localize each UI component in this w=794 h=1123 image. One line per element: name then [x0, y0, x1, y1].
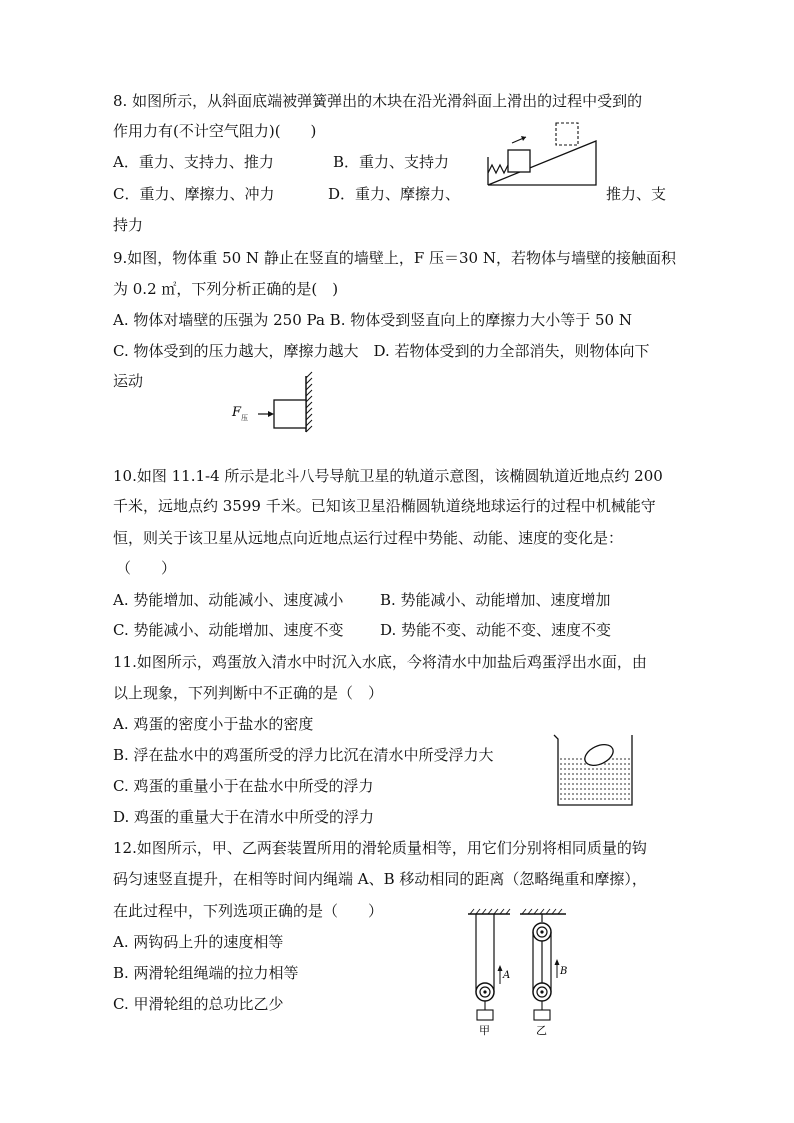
q8-option-c: C．重力、摩擦力、冲力 — [113, 185, 275, 203]
q8-option-a: A．重力、支持力、推力 — [113, 153, 274, 171]
q12-option-c: C. 甲滑轮组的总功比乙少 — [113, 995, 284, 1013]
force-label: F — [232, 405, 242, 420]
q12-line3: 在此过程中，下列选项正确的是（ ） — [113, 902, 384, 920]
q10-option-c: C. 势能减小、动能增加、速度不变 — [113, 621, 344, 639]
q8-line2: 作用力有(不计空气阻力)( ) — [113, 122, 317, 140]
q11-option-a: A. 鸡蛋的密度小于盐水的密度 — [113, 715, 314, 733]
q11-option-d: D. 鸡蛋的重量大于在清水中所受的浮力 — [113, 808, 375, 826]
q10-line3: 恒，则关于该卫星从远地点向近地点运行过程中势能、动能、速度的变化是： — [113, 529, 624, 547]
q9-line2: 为 0.2 ㎡，下列分析正确的是( ) — [113, 280, 339, 298]
q11-option-b: B. 浮在盐水中的鸡蛋所受的浮力比沉在清水中所受浮力大 — [113, 746, 494, 764]
wall-block-figure — [228, 374, 320, 434]
pulley-figure — [460, 908, 600, 1038]
incline-spring-figure — [484, 117, 600, 189]
q8-option-d-end: 持力 — [113, 216, 144, 234]
q10-line2: 千米，远地点约 3599 千米。已知该卫星沿椭圆轨道绕地球运行的过程中机械能守 — [113, 497, 656, 515]
egg — [582, 741, 617, 770]
q8-option-b: B．重力、支持力 — [333, 153, 450, 171]
q11-line1: 11.如图所示，鸡蛋放入清水中时沉入水底，今将清水中加盐后鸡蛋浮出水面，由 — [113, 653, 647, 671]
q11-line2: 以上现象，下列判断中不正确的是（ ） — [113, 684, 384, 702]
q9-line3: A. 物体对墙壁的压强为 250 Pa B. 物体受到竖直向上的摩擦力大小等于 50 N — [113, 311, 632, 329]
q10-line1: 10.如图 11.1-4 所示是北斗八号导航卫星的轨道示意图，该椭圆轨道近地点约 200 — [113, 467, 663, 485]
rope-end-b-label: B — [560, 966, 568, 977]
q8-line1: 8. 如图所示，从斜面底端被弹簧弹出的木块在沿光滑斜面上滑出的过程中受到的 — [113, 92, 643, 110]
q10-option-a: A. 势能增加、动能减小、速度减小 — [113, 591, 344, 609]
force-label-sub: 压 — [241, 414, 248, 422]
rope-end-a-label: A — [503, 970, 511, 981]
q12-line2: 码匀速竖直提升，在相等时间内绳端 A、B 移动相同的距离（忽略绳重和摩擦）， — [113, 870, 647, 888]
q10-option-d: D. 势能不变、动能不变、速度不变 — [380, 621, 612, 639]
q12-option-b: B. 两滑轮组绳端的拉力相等 — [113, 964, 299, 982]
beaker-egg-figure — [552, 733, 640, 807]
q11-option-c: C. 鸡蛋的重量小于在盐水中所受的浮力 — [113, 777, 374, 795]
q8-option-d: D．重力、摩擦力、 — [328, 185, 461, 203]
label-jia: 甲 — [479, 1024, 490, 1037]
q9-line4: C. 物体受到的压力越大，摩擦力越大 D. 若物体受到的力全部消失，则物体向下 — [113, 342, 650, 360]
q9-line5: 运动 — [113, 372, 144, 390]
q12-line1: 12.如图所示，甲、乙两套装置所用的滑轮质量相等，用它们分别将相同质量的钩 — [113, 839, 647, 857]
q10-line4: （ ） — [116, 559, 177, 577]
q9-line1: 9.如图，物体重 50 N 静止在竖直的墙壁上，F 压＝30 N，若物体与墙壁的接触面积 — [113, 249, 676, 267]
q12-option-a: A. 两钩码上升的速度相等 — [113, 933, 284, 951]
q10-option-b: B. 势能减小、动能增加、速度增加 — [380, 591, 611, 609]
label-yi: 乙 — [536, 1024, 547, 1037]
q8-option-d-cont: 推力、支 — [606, 185, 667, 203]
